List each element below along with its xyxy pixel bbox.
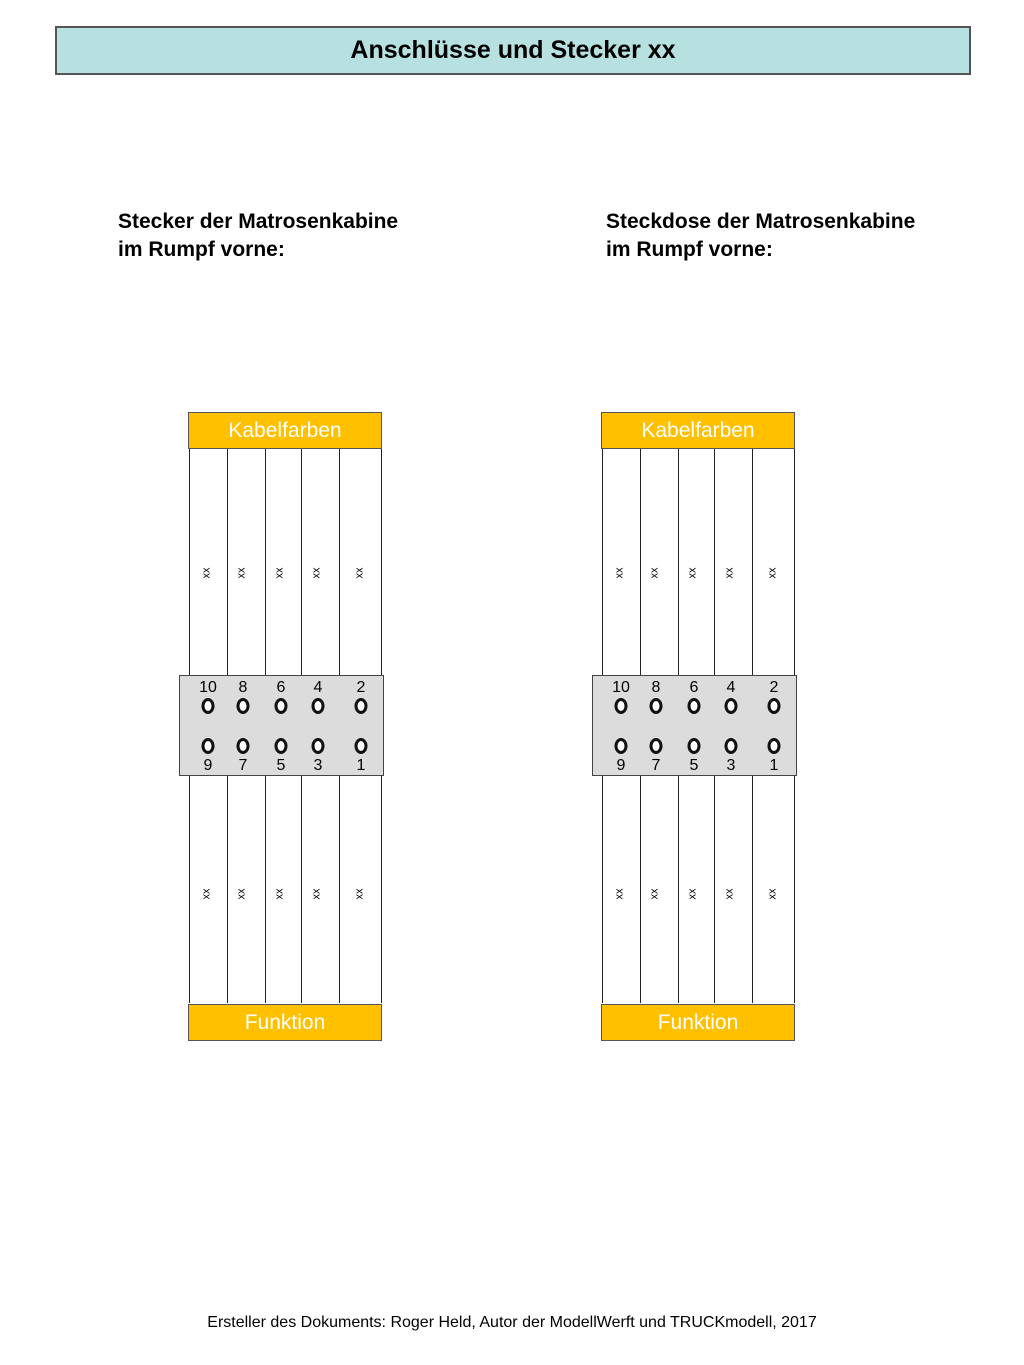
document-footer: Ersteller des Dokuments: Roger Held, Autor der ModellWerft und TRUCKmodell, 2017 [207,1314,817,1331]
wire-line [678,449,679,713]
function-footer-box: Funktion [601,1004,795,1041]
left-caption [118,208,398,264]
right-caption-line2: im Rumpf vorne: [606,238,773,261]
wire-line [602,776,603,1003]
pin-number-top: 4 [313,679,323,696]
wire-line [381,776,382,1003]
pin-socket-icon [312,738,325,754]
pin-number-top: 10 [199,679,217,696]
top-wires [189,449,381,713]
pin-number-top: 2 [769,679,779,696]
pin-number-bottom: 1 [356,757,366,774]
right-caption [606,208,915,264]
wire-color-label: xx [310,888,323,900]
pin-socket-icon [355,738,368,754]
pin-socket-icon [237,738,250,754]
wire-color-label: xx [200,567,213,579]
wire-line [227,776,228,1003]
pin-number-top: 4 [726,679,736,696]
pin-number-top: 10 [612,679,630,696]
pin-number-bottom: 7 [651,757,661,774]
wire-color-label: xx [310,567,323,579]
pin-socket-icon [202,698,215,714]
wire-line [752,776,753,1003]
pin-socket-icon [355,698,368,714]
pin-socket-icon [275,738,288,754]
pin-socket-icon [688,738,701,754]
wire-line [339,776,340,1003]
pin-socket-icon [237,698,250,714]
pin-socket-icon [768,738,781,754]
pin-socket-icon [650,738,663,754]
wire-color-label: xx [613,888,626,900]
wire-line [265,776,266,1003]
plug-block [592,675,797,776]
cable-colors-header: Kabelfarben [601,412,795,449]
pin-number-top: 8 [651,679,661,696]
pin-number-bottom: 3 [313,757,323,774]
pin-socket-icon [202,738,215,754]
pin-number-top: 6 [276,679,286,696]
wire-color-label: xx [766,567,779,579]
wire-color-label: xx [235,567,248,579]
wire-line [189,776,190,1003]
pin-socket-icon [615,738,628,754]
wire-line [227,449,228,713]
wire-line [301,449,302,713]
wire-color-label: xx [648,567,661,579]
top-wires [602,449,794,713]
wire-color-label: xx [353,567,366,579]
wire-line [301,776,302,1003]
pin-number-bottom: 9 [616,757,626,774]
wire-color-label: xx [723,888,736,900]
pin-number-bottom: 5 [689,757,699,774]
wire-line [339,449,340,713]
wire-line [794,449,795,713]
pin-socket-icon [688,698,701,714]
pin-socket-icon [275,698,288,714]
wire-color-label: xx [273,888,286,900]
wire-color-label: xx [686,888,699,900]
pin-number-bottom: 9 [203,757,213,774]
pin-socket-icon [725,738,738,754]
wire-color-label: xx [686,567,699,579]
right-caption-line1: Steckdose der Matrosenkabine [606,210,916,233]
wire-line [752,449,753,713]
wire-color-label: xx [766,888,779,900]
pin-socket-icon [650,698,663,714]
pin-socket-icon [615,698,628,714]
pin-number-bottom: 3 [726,757,736,774]
pin-number-top: 2 [356,679,366,696]
function-footer-box: Funktion [188,1004,382,1041]
bottom-wires [602,776,794,1003]
wire-line [640,449,641,713]
left-connector-diagram [187,412,387,1044]
wire-line [794,776,795,1003]
wire-line [602,449,603,713]
pin-socket-icon [725,698,738,714]
pin-number-top: 6 [689,679,699,696]
wire-color-label: xx [648,888,661,900]
wire-line [381,449,382,713]
wire-line [678,776,679,1003]
wire-color-label: xx [200,888,213,900]
pin-socket-icon [312,698,325,714]
bottom-wires [189,776,381,1003]
pin-number-bottom: 1 [769,757,779,774]
left-caption-line1: Stecker der Matrosenkabine [118,210,399,233]
wire-color-label: xx [273,567,286,579]
cable-colors-header: Kabelfarben [188,412,382,449]
pin-number-bottom: 5 [276,757,286,774]
wire-color-label: xx [723,567,736,579]
wire-line [714,449,715,713]
page-title: Anschlüsse und Stecker xx [55,26,971,75]
left-caption-line2: im Rumpf vorne: [118,238,285,261]
pin-number-bottom: 7 [238,757,248,774]
wire-line [640,776,641,1003]
wire-color-label: xx [235,888,248,900]
plug-block [179,675,384,776]
wire-color-label: xx [353,888,366,900]
wire-line [265,449,266,713]
pin-socket-icon [768,698,781,714]
right-connector-diagram [600,412,800,1044]
wire-line [189,449,190,713]
wire-line [714,776,715,1003]
wire-color-label: xx [613,567,626,579]
pin-number-top: 8 [238,679,248,696]
